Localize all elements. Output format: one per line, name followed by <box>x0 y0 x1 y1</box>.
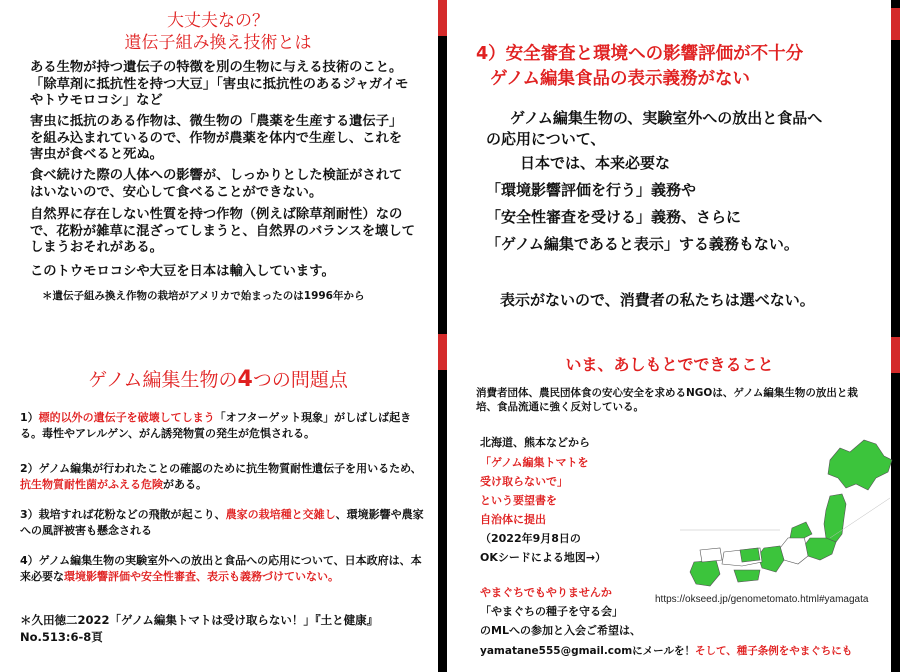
citation-text: ＊久田徳二2022「ゲノム編集トマトは受け取らない！」『土と健康』No.513:6-8頁 <box>20 613 379 644</box>
problem-2-tail: がある。 <box>163 478 207 491</box>
safety-line-7: 表示がないので、消費者の私たちは選べない。 <box>500 291 815 309</box>
safety-line-2: の応用について、 <box>486 130 606 148</box>
email-line <box>480 643 852 660</box>
map-kyushu-north <box>700 548 722 562</box>
import-text: このトウモロコシや大豆を日本は輸入しています。 <box>30 264 335 279</box>
map-hokuriku <box>790 522 812 538</box>
problems-title-number: 4 <box>237 367 253 392</box>
request-red-line-3: という要望書を <box>480 494 557 507</box>
call-to-action: やまぐちでもやりませんか <box>480 586 612 599</box>
problem-1-text: 「オフターゲット現象」がしばしば起きる。毒性やアレルゲン、がん誘発物質の発生が危惧される。 <box>20 411 412 440</box>
problem-4-highlight: 環境影響評価や安全性審査、表示も義務づけていない。 <box>64 570 339 583</box>
map-kansai <box>758 546 784 572</box>
org-name-line: 「やまぐちの種子を守る会」 <box>480 605 623 618</box>
safety-line-6: 「ゲノム編集であると表示」する義務もない。 <box>486 235 799 253</box>
problem-3-tail: 、環境影響や農家への風評被害も懸念される <box>20 508 424 537</box>
request-red-line-2: 受け取らないで」 <box>480 475 568 488</box>
problems-title-prefix: ゲノム編集生物の <box>88 369 238 391</box>
pest-resistance-text: 害虫に抵抗のある作物は、微生物の「農薬を生産する遺伝子」を組み込まれているので、作物が農薬を体内で生産し、これを害虫が食べると死ぬ。 <box>30 114 403 162</box>
region-line: 北海道、熊本などから <box>480 436 590 449</box>
problem-1-number: 1） <box>20 411 39 424</box>
gmo-definition-text: ある生物が持つ遺伝子の特徴を別の生物に与える技術のこと。「除草剤に抵抗性を持つ大豆」「害虫に抵抗性のあるジャガイモやトウモロコシ」など <box>30 60 409 108</box>
request-red-line-4: 自治体に提出 <box>480 513 546 526</box>
problems-title-suffix: つの問題点 <box>252 369 348 391</box>
problem-1-highlight: 標的以外の遺伝子を破壊してしまう <box>38 411 215 424</box>
problem-3-highlight: 農家の栽培種と交雑し <box>225 508 336 521</box>
map-kyushu <box>690 560 720 586</box>
map-hokkaido <box>828 440 892 490</box>
request-red-line-1: 「ゲノム編集トマトを <box>480 456 589 469</box>
ordinance-appeal: そして、種子条例をやまぐちにも <box>694 645 853 657</box>
map-source-url[interactable]: https://okseed.jp/genometomato.html#yamagata <box>655 594 869 605</box>
japan-map-image <box>680 438 895 588</box>
cultivation-start-note: ＊遺伝子組み換え作物の栽培がアメリカで始まったのは1996年から <box>42 290 365 302</box>
action-title: いま、あしもとでできること <box>565 355 774 374</box>
safety-line-3: 日本では、本来必要な <box>520 154 671 172</box>
safety-line-1: ゲノム編集生物の、実験室外への放出と食品へ <box>510 109 823 127</box>
map-chugoku-east <box>740 548 760 562</box>
problem-2-text: 2）ゲノム編集が行われたことの確認のために抗生物質耐性遺伝子を用いるため、 <box>20 462 422 475</box>
gmo-title-line2: 遺伝子組み換え技術とは <box>124 33 312 53</box>
ecosystem-risk-text: 自然界に存在しない性質を持つ作物（例えば除草剤耐性）なので、花粉が雑草に混ざってしまうと、自然界のバランスを壊してしまうおそれがある。 <box>30 207 415 255</box>
map-note-line-1: （2022年9月8日の <box>480 532 581 545</box>
safety-line-5: 「安全性審査を受ける」義務、さらに <box>486 208 742 226</box>
problem-4-text: 4）ゲノム編集生物の実験室外への放出と食品への応用について、日本政府は、本来必要な <box>20 554 422 583</box>
safety-line-4: 「環境影響評価を行う」義務や <box>486 181 697 199</box>
problem-3-text: 3）栽培すれば花粉などの飛散が起こり、 <box>20 508 226 521</box>
email-address: yamatane555@gmail.comにメールを！ <box>480 645 695 657</box>
map-kanto <box>804 538 836 560</box>
map-note-line-2: OKシードによる地図→） <box>480 551 607 564</box>
mailing-list-line: のMLへの参加と入会ご希望は、 <box>480 624 641 637</box>
gmo-title-line1: 大丈夫なの？ <box>167 11 269 31</box>
map-shikoku <box>734 570 760 582</box>
health-impact-text: 食べ続けた際の人体への影響が、しっかりとした検証がされてはいないので、安心して食べることができない。 <box>30 168 403 200</box>
safety-heading-line1: 4）安全審査と環境への影響評価が不十分 <box>476 44 804 64</box>
problem-2-highlight: 抗生物質耐性菌がふえる危険 <box>20 478 163 491</box>
safety-heading-line2: ゲノム編集食品の表示義務がない <box>490 69 751 89</box>
action-intro: 消費者団体、農民団体食の安心安全を求めるNGOは、ゲノム編集生物の放出と栽培、食品流通に強く反対している。 <box>476 387 858 413</box>
